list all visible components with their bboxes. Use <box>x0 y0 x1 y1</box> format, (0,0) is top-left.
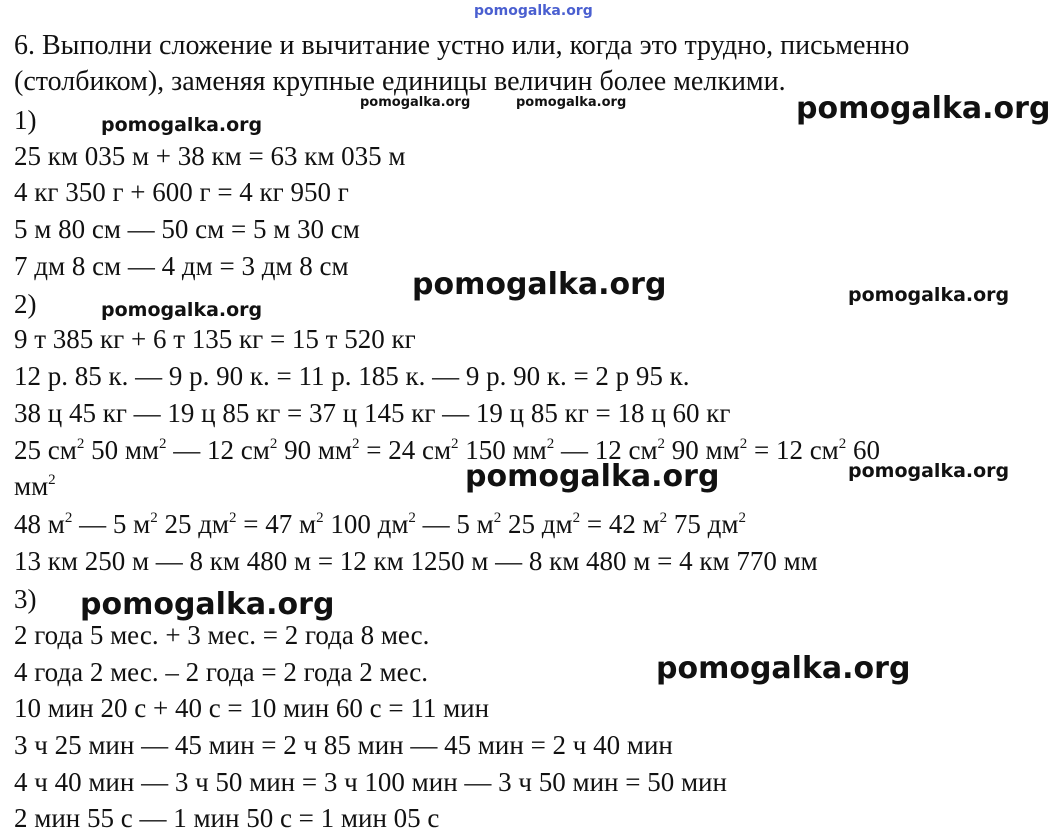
area-equation-line <box>14 508 746 540</box>
term: 100 $дм^2$ <box>323 509 416 539</box>
equation-line: 10 мин 20 с + 40 с = 10 мин 60 с = 11 мин <box>14 693 490 723</box>
term: 48 $м^2$ <box>14 509 73 539</box>
equation-line: 7 дм 8 см — 4 дм = 3 дм 8 см <box>14 251 349 281</box>
watermark: pomogalka.org <box>656 651 911 686</box>
watermark: pomogalka.org <box>80 587 335 622</box>
term: = 24 $см^2$ <box>359 435 459 465</box>
term: = 47 $м^2$ <box>236 509 324 539</box>
equation-line: 2 года 5 мес. + 3 мес. = 2 года 8 мес. <box>14 620 430 650</box>
equation-line: 2 мин 55 с — 1 мин 50 с = 1 мин 05 с <box>14 803 440 833</box>
equation-line: 5 м 80 см — 50 см = 5 м 30 см <box>14 214 360 244</box>
term: $мм^2$ <box>14 471 56 501</box>
equation-line: 4 кг 350 г + 600 г = 4 кг 950 г <box>14 177 349 207</box>
term: — 12 $см^2$ <box>554 435 666 465</box>
watermark: pomogalka.org <box>848 284 1010 306</box>
watermark: pomogalka.org <box>848 460 1010 482</box>
term: 25 $дм^2$ <box>157 509 237 539</box>
term: — 5 $м^2$ <box>415 509 502 539</box>
term: = 12 $см^2$ <box>747 435 847 465</box>
term: 25 $см^2$ <box>14 435 85 465</box>
exercise-heading-line-1: 6. Выполни сложение и вычитание устно или, когда это трудно, письменно <box>14 30 910 61</box>
equation-line: 4 года 2 мес. – 2 года = 2 года 2 мес. <box>14 657 428 687</box>
part-1-label: 1) <box>14 105 37 135</box>
watermark: pomogalka.org <box>465 459 720 494</box>
equation-line: 25 км 035 м + 38 км = 63 км 035 м <box>14 141 406 171</box>
term: 75 $дм^2$ <box>667 509 746 539</box>
equation-line: 38 ц 45 кг — 19 ц 85 кг = 37 ц 145 кг — 19 ц 85 кг = 18 ц 60 кг <box>14 398 731 428</box>
equation-line: 4 ч 40 мин — 3 ч 50 мин = 3 ч 100 мин — 3 ч 50 мин = 50 мин <box>14 767 727 797</box>
top-watermark: pomogalka.org <box>474 3 593 19</box>
equation-line: 3 ч 25 мин — 45 мин = 2 ч 85 мин — 45 мин = 2 ч 40 мин <box>14 730 673 760</box>
term: 25 $дм^2$ <box>501 509 581 539</box>
term: 60 <box>846 435 881 465</box>
equation-line: 9 т 385 кг + 6 т 135 кг = 15 т 520 кг <box>14 324 416 354</box>
part-2-label: 2) <box>14 289 37 319</box>
term: = 42 $м^2$ <box>580 509 668 539</box>
term: 90 $мм^2$ <box>277 435 360 465</box>
equation-line: 13 км 250 м — 8 км 480 м = 12 км 1250 м — 8 км 480 м = 4 км 770 мм <box>14 546 818 576</box>
term: — 12 $см^2$ <box>166 435 278 465</box>
term: — 5 $м^2$ <box>72 509 158 539</box>
term: 90 $мм^2$ <box>665 435 748 465</box>
part-3-label: 3) <box>14 584 37 614</box>
exercise-heading-line-2: (столбиком), заменяя крупные единицы величин более мелкими. <box>14 66 786 97</box>
watermark: pomogalka.org <box>101 299 263 321</box>
watermark: pomogalka.org <box>516 95 627 110</box>
watermark: pomogalka.org <box>101 114 263 136</box>
watermark: pomogalka.org <box>360 95 471 110</box>
term: 50 $мм^2$ <box>84 435 167 465</box>
area-equation-line <box>14 434 880 466</box>
equation-line: 12 р. 85 к. — 9 р. 90 к. = 11 р. 185 к. — 9 р. 90 к. = 2 р 95 к. <box>14 361 690 391</box>
term: 150 $мм^2$ <box>458 435 555 465</box>
watermark: pomogalka.org <box>412 267 667 302</box>
watermark: pomogalka.org <box>796 91 1051 126</box>
area-equation-line <box>14 470 56 502</box>
